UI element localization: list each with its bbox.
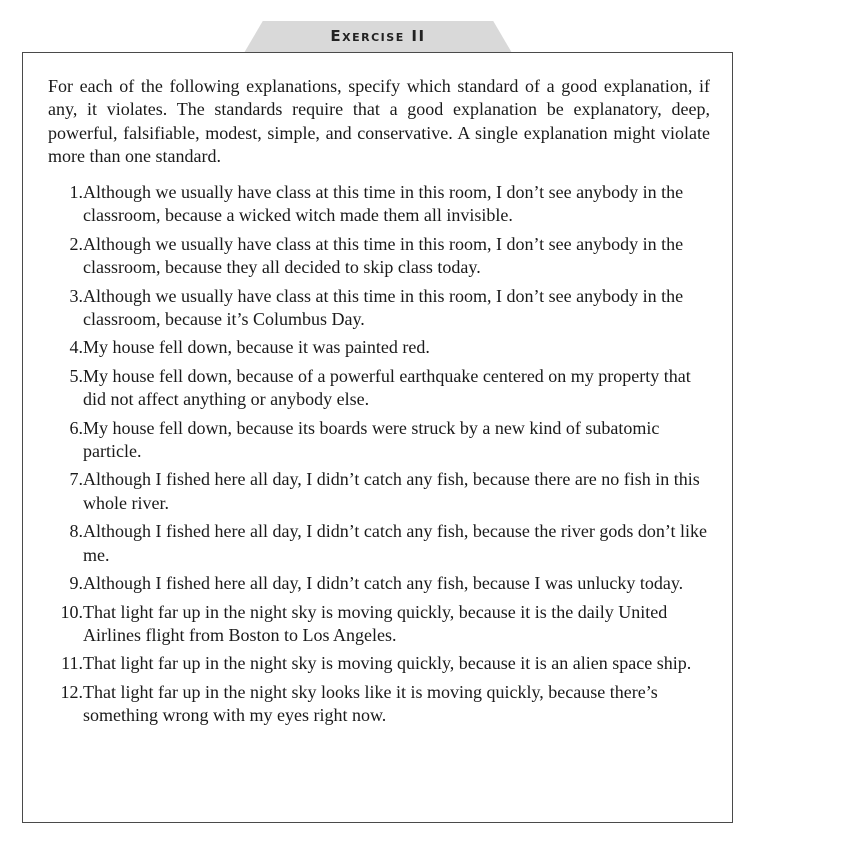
item-text: Although we usually have class at this time in this room, I don’t see anybody in the classroom, because it’s Columbus Day. [83, 285, 684, 330]
item-text: Although we usually have class at this time in this room, I don’t see anybody in the classroom, because they all decided to skip class today. [83, 233, 684, 278]
item-text: That light far up in the night sky is moving quickly, because it is an alien space ship. [83, 653, 692, 674]
list-item [48, 681, 710, 728]
list-item [48, 601, 710, 648]
item-number: 12. [60, 681, 83, 702]
exercise-title: Exercise II [330, 27, 426, 45]
item-number: 8. [69, 521, 83, 542]
item-text: My house fell down, because its boards were struck by a new kind of subatomic particle. [83, 417, 660, 462]
item-text: That light far up in the night sky is moving quickly, because it is the daily United Airlines flight from Boston to Los Angeles. [83, 601, 668, 645]
item-number: 3. [69, 285, 83, 306]
list-item [48, 652, 710, 675]
item-number: 7. [69, 469, 83, 490]
list-item [48, 520, 710, 567]
list-item [48, 365, 710, 412]
list-item [48, 572, 710, 595]
exercise-list [48, 181, 710, 733]
item-number: 4. [69, 337, 83, 358]
item-text: My house fell down, because of a powerful earthquake centered on my property that did not affect anything or anybody else. [83, 365, 691, 410]
list-item [48, 181, 710, 228]
item-number: 1. [69, 182, 83, 202]
item-number: 9. [69, 573, 83, 594]
item-number: 6. [69, 417, 83, 438]
item-number: 11. [61, 653, 83, 674]
item-text: Although I fished here all day, I didn’t catch any fish, because I was unlucky today. [83, 573, 684, 594]
list-item [48, 336, 710, 359]
item-number: 2. [69, 233, 83, 254]
exercise-instructions: For each of the following explanations, specify which standard of a good explanation, if any, it violates. The standards require that a good explanation be explanatory, deep, powerful, falsifiable, modest, simple, and conservative. A single explanation might violate more than one standard. [48, 76, 710, 167]
list-item [48, 417, 710, 464]
item-text: Although I fished here all day, I didn’t catch any fish, because the river gods don’t like me. [83, 521, 707, 565]
item-text: That light far up in the night sky looks like it is moving quickly, because there’s something wrong with my eyes right now. [83, 681, 658, 726]
item-number: 5. [69, 365, 83, 386]
list-item [48, 285, 710, 332]
list-item [48, 468, 710, 515]
item-text: Although we usually have class at this time in this room, I don’t see anybody in the classroom, because a wicked witch made them all invisible. [83, 182, 684, 226]
list-item [48, 233, 710, 280]
item-text: Although I fished here all day, I didn’t catch any fish, because there are no fish in this whole river. [83, 469, 700, 513]
item-text: My house fell down, because it was painted red. [83, 337, 430, 358]
item-number: 10. [60, 601, 83, 622]
